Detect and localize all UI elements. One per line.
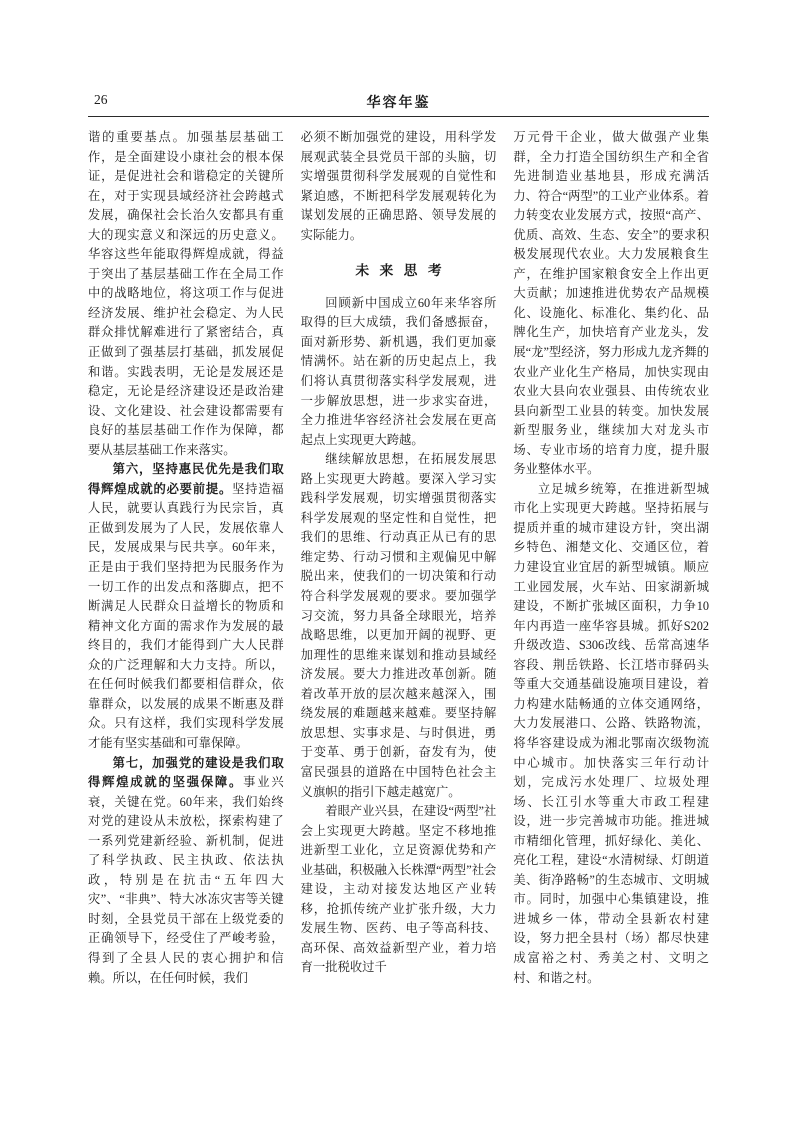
column-left bbox=[88, 128, 284, 988]
paragraph-text: 立足城乡统筹，在推进新型城市化上实现更大跨越。坚持拓展与提质并重的城市建设方针，突出湖乡特色、湘楚文化、交通区位，着力建设宜业宜居的新型城镇。顺应工业园发展，火车站、田家湖新城建设，不断扩张城区面积，力争10年内再造一座华容县城。抓好S202升级改造、S306改线、岳常高速华容段、荆岳铁路、长江塔市驿码头等重大交通基础设施项目建设，着力构建水陆畅通的立体交通网络，大力发展港口、公路、铁路物流，将华容建设成为湘北鄂南次级物流中心城市。加快落实三年行动计划，完成污水处理厂、垃圾处理场、长江引水等重大市政工程建设，进一步完善城市功能。推进城市精细化管理，抓好绿化、美化、亮化工程，建设“水清树绿、灯朗道美、街净路畅”的生态城市、文明城市。同时，加强中心集镇建设，推进城乡一体，带动全县新农村建设，努力把全县村（场）都尽快建成富裕之村、秀美之村、文明之村、和谐之村。 bbox=[513, 481, 710, 985]
paragraph-text: 必须不断加强党的建设，用科学发展观武装全县党员干部的头脑，切实增强贯彻科学发展观的自觉性和紧迫感，不断把科学发展观转化为谋划发展的正确思路、领导发展的实际能力。 bbox=[300, 130, 497, 242]
paragraph bbox=[301, 450, 497, 802]
paragraph bbox=[88, 128, 284, 460]
paragraph-lead: 第七，加强党的建设是我们取得辉煌成就的坚强保障。 bbox=[88, 755, 284, 790]
paragraph bbox=[301, 294, 497, 450]
page-header bbox=[88, 92, 709, 114]
paragraph-text: 着眼产业兴县，在建设“两型”社会上实现更大跨越。坚定不移地推进新型工业化，立足资源优势和产业基础，积极融入长株潭“两型”社会建设，主动对接发达地区产业转移，抢抓传统产业扩张升级，大力发展生物、医药、电子等高科技、高环保、高效益新型产业，着力培育一批税收过千 bbox=[300, 804, 497, 975]
paragraph bbox=[301, 128, 497, 245]
paragraph-text: 事业兴衰，关键在党。60年来，我们始终对党的建设从未放松，探索构建了一系列党建新经验、新机制，促进了科学执政、民主执政、依法执政，特别是在抗击“五年四大灾”、“非典”、特大冰冻灾害等关键时刻，全县党员干部在上级党委的正确领导下，经受住了严峻考验，得到了全县人民的衷心拥护和信赖。所以，在任何时候，我们 bbox=[88, 775, 284, 985]
paragraph-lead: 第六，坚持惠民优先是我们取得辉煌成就的必要前提。 bbox=[88, 462, 284, 496]
paragraph bbox=[88, 754, 284, 989]
paragraph-text: 万元骨干企业，做大做强产业集群，全力打造全国纺织生产和全省先进制造业基地县，形成充满活力、符合“两型”的工业产业体系。着力转变农业发展方式，按照“高产、优质、高效、生态、安全”的要求积极发展现代农业。大力发展粮食生产，在维护国家粮食安全上作出更大贡献；加速推进优势农产品规模化、设施化、标准化、集约化、品牌化生产，加快培育产业龙头，发展“龙”型经济，努力形成九龙齐舞的农业产业化生产格局，加快实现由农业大县向农业强县、由传统农业县向新型工业县的转变。加快发展新型服务业，继续加大对龙头市场、专业市场的培育力度，提升服务业整体水平。 bbox=[513, 130, 710, 477]
paragraph-text: 坚持造福人民，就要认真践行为民宗旨，真正做到发展为了人民，发展依靠人民，发展成果与民共享。60年来，正是由于我们坚持把为民服务作为一切工作的出发点和落脚点，把不断满足人民群众日益增长的物质和精神文化方面的需求作为发展的最终目的，我们才能得到广大人民群众的广泛理解和大力支持。所以，在任何时候我们都要相信群众，依靠群众，以发展的成果不断惠及群众。只有这样，我们实现科学发展才能有坚实基础和可靠保障。 bbox=[88, 481, 284, 750]
paragraph bbox=[513, 480, 709, 988]
paragraph bbox=[88, 460, 284, 753]
column-right bbox=[513, 128, 709, 988]
header-title: 华容年鉴 bbox=[366, 96, 431, 111]
paragraph bbox=[513, 128, 709, 480]
paragraph bbox=[301, 802, 497, 978]
paragraph-text: 回顾新中国成立60年来华容所取得的巨大成绩，我们备感振奋，面对新形势、新机遇，我们更加豪情满怀。站在新的历史起点上，我们将认真贯彻落实科学发展观，进一步解放思想，进一步求实奋进，全力推进华容经济社会发展在更高起点上实现更大跨越。 bbox=[300, 295, 497, 447]
section-heading: 未来思考 bbox=[355, 263, 452, 279]
paragraph-text: 继续解放思想，在拓展发展思路上实现更大跨越。要深入学习实践科学发展观，切实增强贯彻落实科学发展观的坚定性和自觉性，把我们的思维、行动真正从已有的思维定势、行动习惯和主观偏见中解脱出来，使我们的一切决策和行动符合科学发展观的要求。要加强学习交流，努力具备全球眼光，培养战略思维，以更加开阔的视野、更加理性的思维来谋划和推动县域经济发展。要大力推进改革创新。随着改革开放的层次越来越深入，围绕发展的难题越来越难。要坚持解放思想、实事求是、与时俱进，勇于变革、勇于创新，奋发有为，使富民强县的道路在中国特色社会主义旗帜的指引下越走越宽广。 bbox=[300, 452, 497, 799]
paragraph-text: 谐的重要基点。加强基层基础工作，是全面建设小康社会的根本保证，是促进社会和谐稳定的关键所在，对于实现县域经济社会跨越式发展，确保社会长治久安都具有重大的现实意义和深远的历史意义。华容这些年能取得辉煌成就，得益于突出了基层基础工作在全局工作中的战略地位，将这项工作与促进经济发展、维护社会稳定、为人民群众排忧解难进行了紧密结合，真正做到了强基层打基础，抓发展促和谐。实践表明，无论是发展还是稳定，无论是经济建设还是政治建设、文化建设、社会建设都需要有良好的基层基础工作作为保障，都要从基层基础工作来落实。 bbox=[88, 130, 284, 457]
header-rule bbox=[88, 116, 709, 117]
page-number: 26 bbox=[94, 92, 108, 107]
column-middle bbox=[301, 128, 497, 988]
text-columns bbox=[88, 128, 709, 988]
